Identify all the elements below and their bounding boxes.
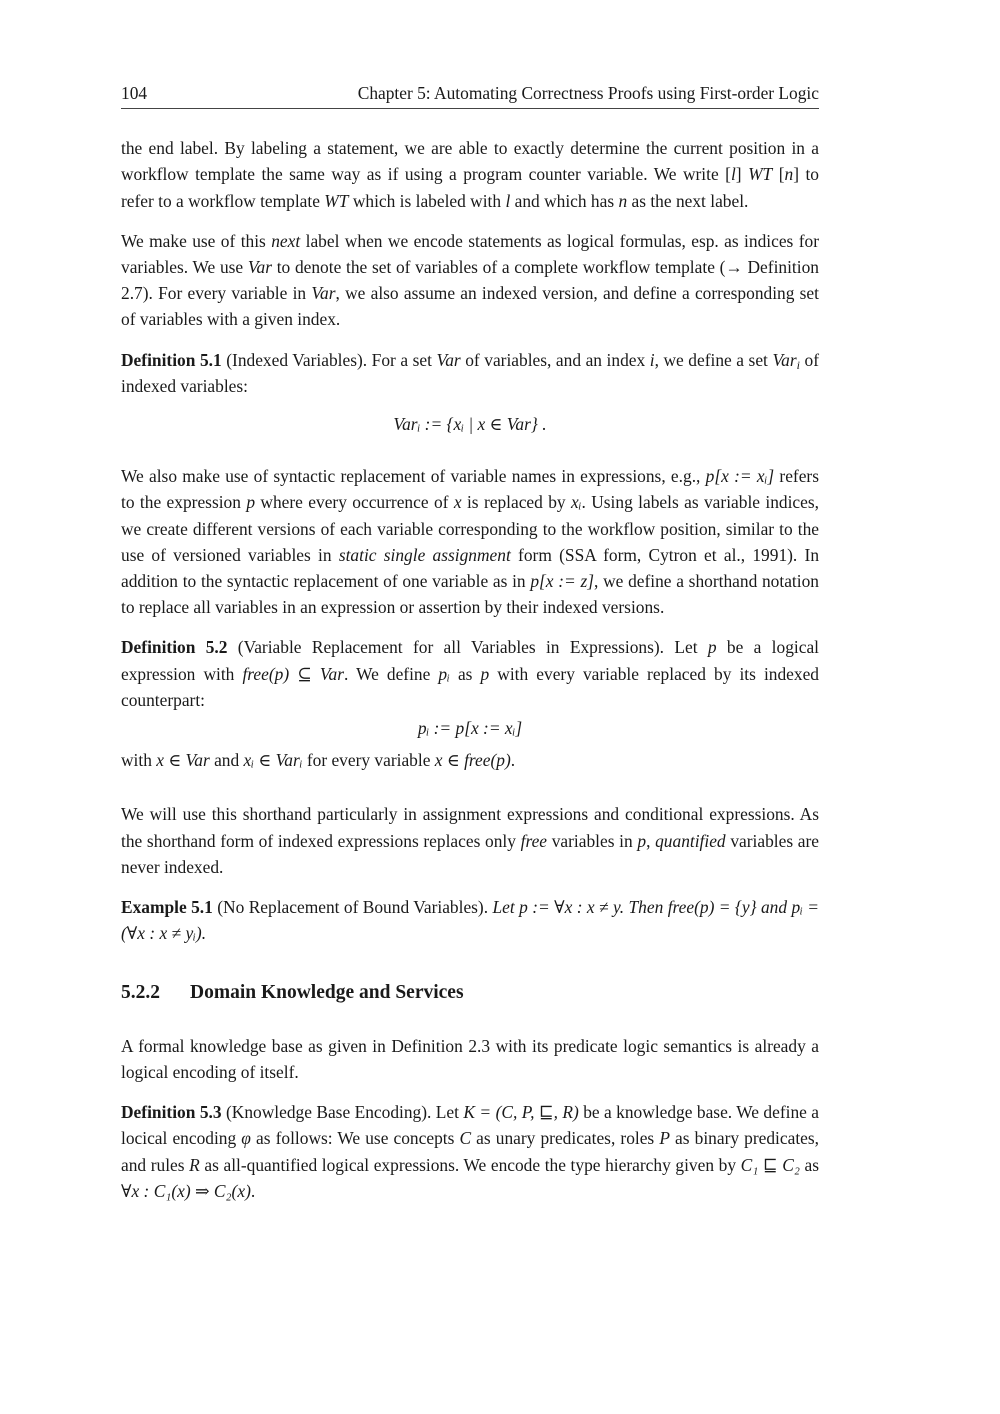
definition-title: (Knowledge Base Encoding). [225, 1102, 432, 1123]
paragraph-syntactic-replacement: We also make use of syntactic replacement of variable names in expressions, e.g., p[x := xᵢ] refers to the expression p where every occurrence of x is replaced by xᵢ. Using labels as variable indices, we create different versions of each variable corresponding to the workflow position, similar to the use of versioned variables in static single assignment form (SSA form, Cytron et al., 1991). In addition to the syntactic replacement of one variable as in p[x := z], we define a shorthand notation to replace all variables in an expression or assertion by their indexed versions. [121, 466, 820, 618]
definition-label: Definition 5.1 [121, 349, 222, 370]
example-5-1: Example 5.1 (No Replacement of Bound Variables). Let p := ∀x : x ≠ y. Then free(p) = {y} and pᵢ = (∀x : x ≠ yᵢ). [121, 897, 820, 944]
formula-indexed-variables: Varᵢ := {xᵢ | x ∈ Var} . [393, 414, 547, 435]
section-heading [121, 980, 819, 1006]
definition-5-1: Definition 5.1 (Indexed Variables). For a set Var of variables, and an index i, we define a set Var$_i$ of indexed variables: Varᵢ := {xᵢ | x ∈ Var} . [121, 347, 819, 438]
example-label: Example 5.1 [121, 897, 213, 918]
paragraph-next-label: We make use of this next label when we encode statements as logical formulas, esp. as indices for variables. We use Var to denote the set of variables of a complete workflow template (→ Definition 2.7). For every variable in Var, we also assume an indexed version, and define a corresponding set of variables with a given index. [121, 230, 819, 330]
definition-title: (Indexed Variables). [226, 349, 368, 370]
paragraph-knowledge-base: A formal knowledge base as given in Definition 2.3 with its predicate logic semantics is already a logical encoding of itself. [121, 1035, 819, 1082]
section-title: Domain Knowledge and Services [190, 982, 464, 1004]
definition-5-2: Definition 5.2 (Variable Replacement for all Variables in Expressions). Let p be a logical expression with free(p) ⊆ Var. We define pᵢ as p with every variable replaced by its indexed counterpart: pᵢ := p[x := xᵢ] with x ∈ Var and xᵢ ∈ Varᵢ for every variable x ∈ free(p). [121, 637, 820, 771]
chapter-title: Chapter 5: Automating Correctness Proofs using First-order Logic [357, 83, 819, 103]
definition-label: Definition 5.2 [121, 637, 228, 658]
definition-title: (Variable Replacement for all Variables in Expressions). [237, 637, 665, 658]
paragraph-shorthand: We will use this shorthand particularly in assignment expressions and conditional expressions. As the shorthand form of indexed expressions replaces only free variables in p, quantified variables are never indexed. [121, 804, 819, 877]
page [121, 80, 819, 1218]
paragraph-labels: the end label. By labeling a statement, we are able to exactly determine the current position in a workflow template the same way as if using a program counter variable. We write [l] WT [n] to refer to a workflow template WT which is labeled with l and which has n as the next label. [121, 138, 819, 211]
formula-replacement: pᵢ := p[x := xᵢ] [417, 718, 523, 739]
definition-label: Definition 5.3 [121, 1102, 222, 1123]
example-title: (No Replacement of Bound Variables). [217, 897, 489, 918]
running-head [121, 80, 819, 109]
section-number: 5.2.2 [121, 982, 160, 1004]
page-number: 104 [121, 83, 148, 103]
definition-5-3: Definition 5.3 (Knowledge Base Encoding). Let K = (C, P, ⊑, R) be a knowledge base. We define a locical encoding φ as follows: We use concepts C as unary predicates, roles P as binary predicates, and rules R as all-quantified logical expressions. We encode the type hierarchy given by C₁ ⊑ C₂ as ∀x : C₁(x) ⇒ C₂(x). [121, 1102, 819, 1201]
